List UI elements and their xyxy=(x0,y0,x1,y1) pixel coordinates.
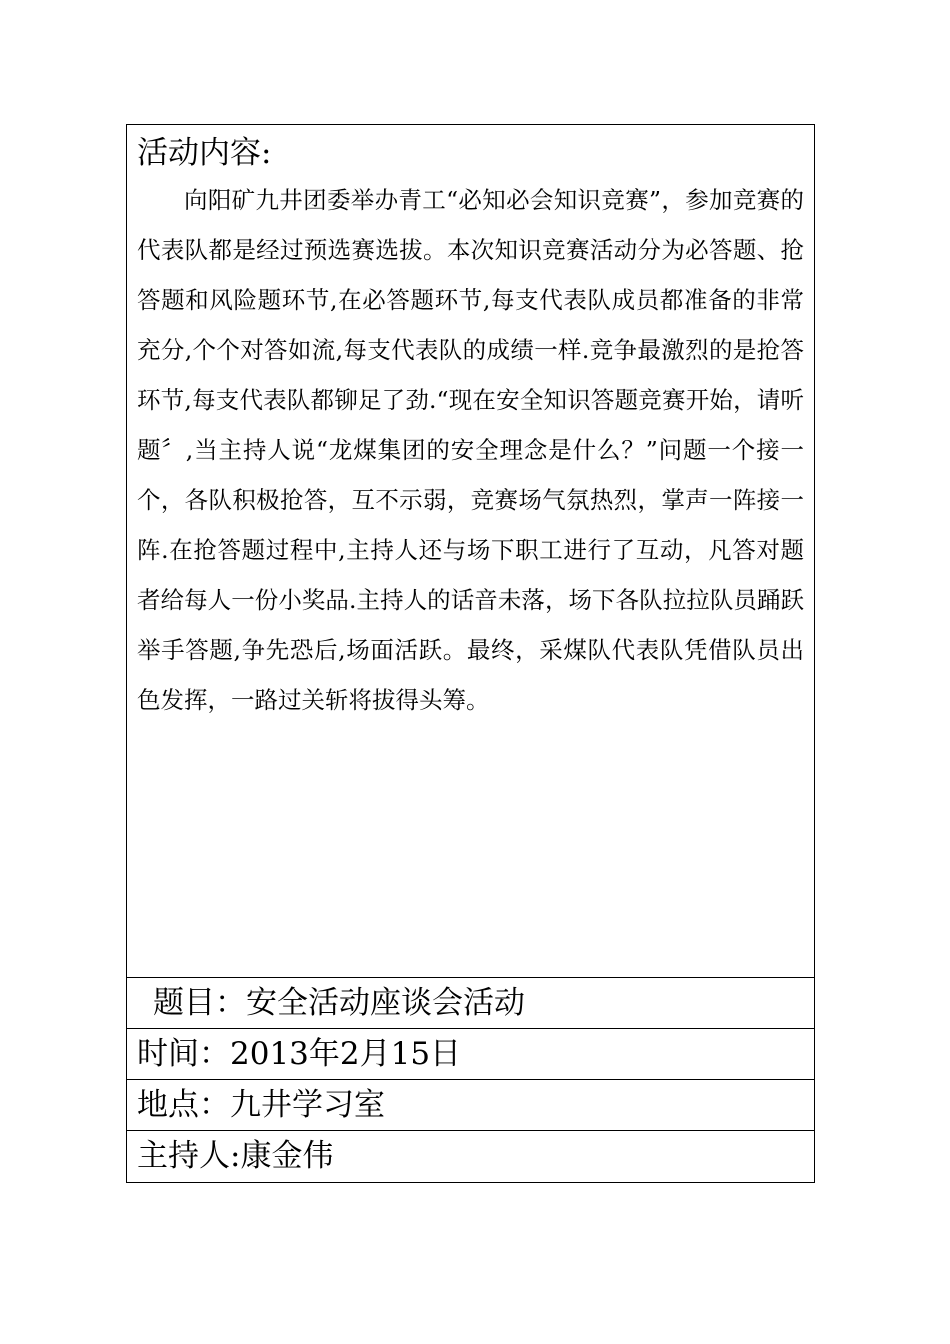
host-row: 主持人:康金伟 xyxy=(137,1138,334,1174)
topic-row: 题目：安全活动座谈会活动 xyxy=(127,978,814,1029)
activity-record-table xyxy=(126,124,815,1183)
activity-content-cell xyxy=(127,125,814,978)
activity-content-body: 向阳矿九井团委举办青工“必知必会知识竞赛”，参加竞赛的代表队都是经过预选赛选拔。本次知识竞赛活动分为必答题、抢答题和风险题环节,在必答题环节,每支代表队成员都准备的非常充分,个个对答如流,每支代表队的成绩一样.竞争最激烈的是抢答环节,每支代表队都铆足了劲.“现在安全知识答题竞赛开始，请听题〞,当主持人说“龙煤集团的安全理念是什么？”问题一个接一个，各队积极抢答，互不示弱，竞赛场气氛热烈，掌声一阵接一阵.在抢答题过程中,主持人还与场下职工进行了互动，凡答对题者给每人一份小奖品.主持人的话音未落，场下各队拉拉队员踊跃举手答题,争先恐后,场面活跃。最终，采煤队代表队凭借队员出色发挥，一路过关斩将拔得头筹。 xyxy=(137,186,804,714)
place-row: 地点：九井学习室 xyxy=(127,1080,814,1131)
activity-content-heading: 活动内容: xyxy=(137,135,272,171)
time-row: 时间：2013年2月15日 xyxy=(127,1029,814,1080)
